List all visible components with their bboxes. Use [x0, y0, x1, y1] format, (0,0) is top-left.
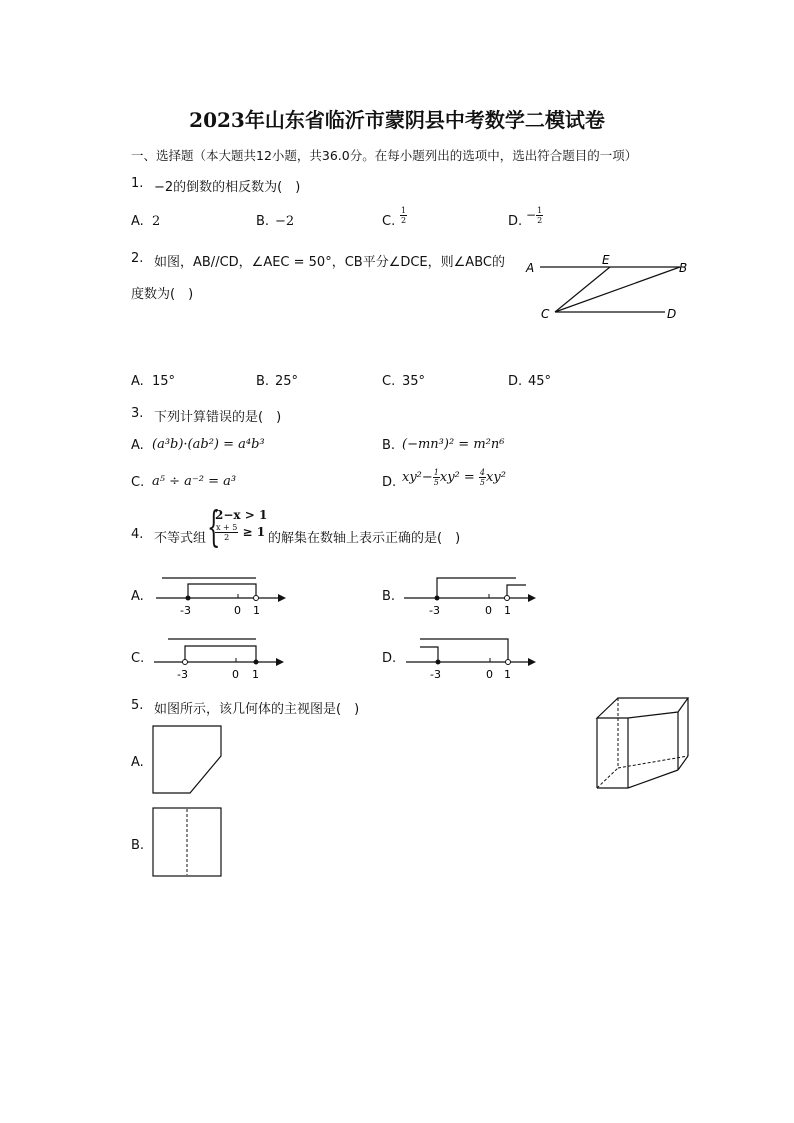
- exam-title: 2023年山东省临沂市蒙阴县中考数学二模试卷: [189, 108, 605, 132]
- q4-sys-denominator: 2: [224, 533, 230, 542]
- q4-system-line2: [215, 523, 265, 542]
- q3-d-num1: 1: [433, 468, 439, 477]
- q3-option-d-label: D.: [382, 475, 397, 490]
- q4-sys-numerator: x + 5: [216, 523, 238, 532]
- q1-option-d-label: D.: [508, 214, 523, 229]
- q1-d-numerator: 1: [537, 206, 543, 215]
- q3-d-mid: xy² =: [439, 470, 479, 485]
- q1-option-a-label: A.: [131, 214, 144, 229]
- q4-option-b-numberline: [398, 572, 543, 620]
- q4-option-a-numberline: [148, 572, 293, 620]
- q4-d-tick-m3: -3: [430, 668, 441, 681]
- q4-option-a-label: A.: [131, 589, 144, 604]
- q1-d-denominator: 2: [537, 216, 543, 225]
- q1-option-b-label: B.: [256, 214, 270, 229]
- q2-label-c: C: [541, 307, 550, 321]
- q4-a-tick-1: 1: [253, 604, 260, 617]
- q5-option-b-shape: [150, 806, 224, 878]
- q4-c-tick-1: 1: [252, 668, 259, 681]
- q2-option-c-label: C.: [382, 374, 396, 389]
- q4-option-d-numberline: [398, 635, 543, 683]
- q1-option-a: 2: [152, 214, 161, 229]
- q4-b-tick-m3: -3: [429, 604, 440, 617]
- q2-stem-continued: 度数为( ): [131, 287, 194, 302]
- q1-option-b: −2: [275, 214, 295, 229]
- q4-c-tick-m3: -3: [177, 668, 188, 681]
- q5-solid-figure: [590, 690, 700, 795]
- q1-d-sign: −: [526, 208, 537, 222]
- q1-number: 1.: [131, 176, 144, 191]
- q4-stem-pre: 不等式组: [154, 531, 207, 546]
- q4-b-tick-0: 0: [485, 604, 492, 617]
- q4-system-brace: {: [207, 502, 221, 551]
- q4-option-c-label: C.: [131, 651, 145, 666]
- q3-stem: 下列计算错误的是( ): [154, 410, 282, 425]
- q1-c-numerator: 1: [401, 206, 407, 215]
- q2-option-a-label: A.: [131, 374, 144, 389]
- q5-option-a-shape: [150, 724, 224, 796]
- q5-number: 5.: [131, 698, 144, 713]
- q3-number: 3.: [131, 406, 144, 421]
- q1-option-c-label: C.: [382, 214, 396, 229]
- q4-system-line1: 2−x > 1: [215, 508, 268, 522]
- q1-c-denominator: 2: [401, 216, 407, 225]
- q3-option-b: (−mn³)² = m²n⁶: [402, 437, 505, 452]
- q2-label-d: D: [667, 307, 677, 321]
- q2-stem: 如图，AB//CD，∠AEC = 50°，CB平分∠DCE，则∠ABC的: [154, 255, 505, 270]
- q2-figure: [520, 252, 700, 324]
- q3-d-post: xy²: [486, 470, 506, 485]
- q3-option-a: (a³b)·(ab²) = a⁴b³: [152, 437, 265, 452]
- q1-stem: −2的倒数的相反数为( ): [154, 180, 301, 195]
- section-heading: 一、选择题（本大题共12小题，共36.0分。在每小题列出的选项中，选出符合题目的一项）: [131, 148, 638, 163]
- q1-option-c: [400, 206, 407, 225]
- q4-b-tick-1: 1: [504, 604, 511, 617]
- q5-option-b-label: B.: [131, 838, 145, 853]
- q4-sys-rhs: ≥ 1: [242, 525, 266, 539]
- q2-label-e: E: [602, 253, 610, 267]
- q4-a-tick-m3: -3: [180, 604, 191, 617]
- q3-option-c: a⁵ ÷ a⁻² = a³: [152, 474, 237, 489]
- q5-stem: 如图所示，该几何体的主视图是( ): [154, 702, 360, 717]
- q4-option-c-numberline: [146, 635, 291, 683]
- q3-option-b-label: B.: [382, 438, 396, 453]
- q2-option-b-label: B.: [256, 374, 270, 389]
- q2-option-d: 45°: [528, 374, 552, 389]
- q2-number: 2.: [131, 251, 144, 266]
- q3-d-den1: 5: [433, 478, 439, 487]
- q2-option-b: 25°: [275, 374, 299, 389]
- q3-d-num2: 4: [479, 468, 486, 477]
- q4-number: 4.: [131, 527, 144, 542]
- q2-label-a: A: [526, 261, 535, 275]
- q3-option-a-label: A.: [131, 438, 144, 453]
- q2-option-c: 35°: [402, 374, 426, 389]
- q2-option-d-label: D.: [508, 374, 523, 389]
- q4-option-d-label: D.: [382, 651, 397, 666]
- q4-stem-post: 的解集在数轴上表示正确的是( ): [268, 531, 461, 546]
- q5-option-a-label: A.: [131, 755, 144, 770]
- q4-a-tick-0: 0: [234, 604, 241, 617]
- q4-d-tick-0: 0: [486, 668, 493, 681]
- q2-label-b: B: [679, 261, 688, 275]
- q2-option-a: 15°: [152, 374, 176, 389]
- q4-c-tick-0: 0: [232, 668, 239, 681]
- q3-d-pre: xy²−: [402, 470, 433, 485]
- q3-option-c-label: C.: [131, 475, 145, 490]
- q4-d-tick-1: 1: [504, 668, 511, 681]
- q3-option-d: [402, 468, 506, 487]
- q1-option-d: [526, 206, 543, 225]
- q3-d-den2: 5: [479, 478, 486, 487]
- q4-option-b-label: B.: [382, 589, 396, 604]
